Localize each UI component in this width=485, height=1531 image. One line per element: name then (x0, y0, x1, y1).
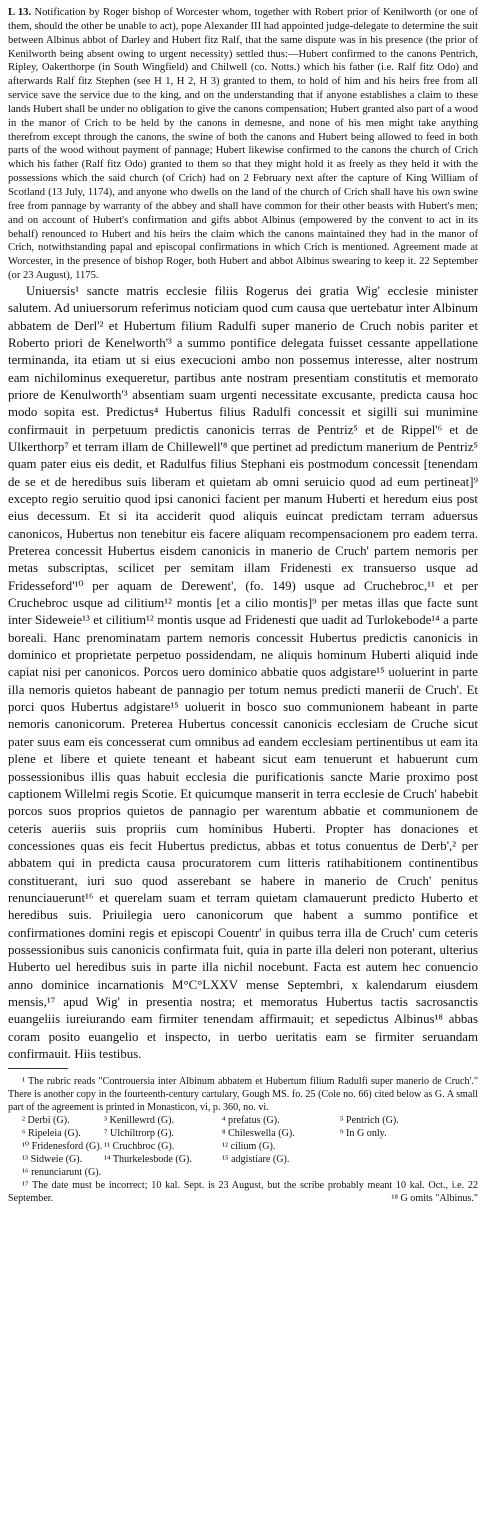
footnote-item: ¹³ Sidweie (G). (22, 1154, 83, 1166)
charter-summary (8, 6, 478, 283)
footnote-item: ³ Kenillewrd (G). (104, 1115, 175, 1127)
latin-text: Uniuersis¹ sancte matris ecclesie filiis Rogerus dei gratia Wig' ecclesie minister salutem. Ad uniuersorum referimus noticiam quod cum causa que uertebatur inter Albinum abbatem de Derl'² et Hubertum filium Radulfi super manerio de Cruch nobis pariter et Roberto priori de Kenelworth'³ a summo pontifice delegata fuisset cessante appellatione terminanda, ita etiam ut si eius execucioni ambo non possemus interesse, alter nostrum eam nichilominus exequeretur, partibus ante nostram presentiam constitutis et memorato priore de Kenulworth'³ absentiam suam urgenti necessitate excusante, predicta causa hoc modo sopita est. Predictus⁴ Hubertus filius Radulfi concessit et sigilli sui munimine confirmauit in perpetuum predictis canonicis terras de Pentriz⁵ et de Rippel'⁶ et de Ulkerthorp⁷ et terram illam de Chillewell'⁸ que pertinet ad predictum manerium de Pentriz⁵ quam pater eius eis dedit, et Radulfus filius Stephani eis postmodum concessit [tenendam de se et de heredibus suis liberam et quietam ab omni seruicio quod ad eum pertineat]⁹ excepto regio seruitio quod ipsi canonici facient per manum Huberti et heredum eius post eius decessum. Et si ita acciderit quod aliquis euincat predictam terram aduersus canonicos, Hubertus non tenebitur eis facere aliquam recompensacionem pro eadem terra. Preterea concessit Hubertus eisdem canonicis in manerio de Cruch' partem nemoris per metas subscriptas, scilicet per semitam illam Fridenesti ex transuerso usque ad Fridesseford'¹⁰ per aquam de Derewent', (fo. 149) usque ad Cruchebroc,¹¹ et per Cruchebroc usque ad cilitium¹² montis [et a cilio montis]⁹ per metas illas que facte sunt inter Sideweie¹³ et cilitium¹² montis usque ad Fridenesti que uadit ad Turlokebode¹⁴ a parte boreali. Hanc prenominatam partem nemoris concessit Hubertus predictis canonicis in dominico et proprietate perpetuo possidendam, ne aliquis hominum Huberti aliquid inde capiat nisi per canonicos. Porcos uero dominico abbatie quos adgistare¹⁵ uoluerint in parte illa nemoris quietos habeant de pannagio per totum nemus predicti manerii de Cruch'. Et porci quos Hubertus adgistare¹⁵ uoluerit in bosco suo communionem habeant in parte nemoris canonicorum. Preterea Hubertus concessit canonicis ecclesiam de Cruche sicut pater suus eam eis concesserat cum omnibus ad eandem ecclesiam pertinentibus ut eam ita plene et libere et quiete teneant et habeant sicut eam tenuerunt et habuerunt cum possessionibus illis quas habuit ecclesia die purificationis sancte Marie proximo post captionem Willelmi regis Scotie. Et quicumque manserit in terra ecclesie de Cruch' habebit porcos suos proprios quietos de pannagio per warentum abbatie et communionem de ceteris aueriis suis propriis cum hominibus Huberti. Propter has donaciones et concessiones quas eis fecit Hubertus predictus, abbas et totus conuentus de Derb',² per abbatem qui in predicta causa procuratorem cum litteris ratihabitionem continentibus constituerant, iuri suo quod asserebant se habere in manerio de Cruch' penitus renunciauerunt¹⁶ et querelam suam et terram quietam clamauerunt predicto Huberto et heredibus suis. Priuilegia uero canonicorum que habent a summo pontifice et confirmationes domini regis et episcopi Couentr' in quibus terra illa de Cruch' cum ceteris possessionibus suis canonicis confirmata fuit, quia in parte illa deleri non poterant, ulterius Huberto uel heredibus suis in parte illa nichil nocebunt. Facta est autem hec conuencio anno dominice incarnationis M°C°LXXV mense Septembri, x kalendarum eiusdem mensis,¹⁷ apud Wig' in presentia nostra; et memoratus Hubertus tactis sacrosanctis euangeliis iureiurando eam firmiter tenendam affirmauit; et sepedictus Albinus¹⁸ abbas coram posito euangelio et inspecto, in uerbo ueritatis eam se firmiter seruandam confirmauit. Hiis testibus. (8, 283, 478, 1061)
footnote-row (8, 1166, 478, 1179)
footnote-item: ⁶ Ripeleia (G). (22, 1128, 81, 1140)
footnote-item: ⁷ Ulchiltrorp (G). (104, 1128, 174, 1140)
footnote-17-text: ¹⁷ The date must be incorrect; 10 kal. Sept. is 23 August, but the scribe probably meant 10 kal. Oct., i.e. 22 September. (8, 1180, 478, 1205)
footnote-divider (8, 1068, 68, 1069)
footnote-item: ¹⁴ Thurkelesbode (G). (104, 1154, 192, 1166)
footnote-row (8, 1153, 478, 1166)
footnote-row (8, 1127, 478, 1140)
footnote-item: ¹⁶ renunciarunt (G). (22, 1167, 102, 1179)
footnote-item: ⁴ prefatus (G). (222, 1115, 280, 1127)
footnote-item: ⁸ Chileswella (G). (222, 1128, 295, 1140)
footnote-item: ¹¹ Cruchbroc (G). (104, 1141, 175, 1153)
footnote-17 (8, 1179, 478, 1205)
charter-label: L 13. (8, 7, 32, 18)
footnote-18: ¹⁸ G omits "Albinus." (391, 1193, 478, 1205)
footnote-1: ¹ The rubric reads "Controuersia inter Albinum abbatem et Hubertum filium Radulfi super manerio de Cruch'." There is another copy in the fourteenth-century cartulary, Gough MS. fo. 25 (Cole no. 66) cited below as G. A small part of the agreement is printed in Monasticon, vi, p. 360, no. vi. (8, 1076, 478, 1114)
footnote-item: ⁵ Pentrich (G). (340, 1115, 399, 1127)
footnote-item: ² Derbi (G). (22, 1115, 70, 1127)
summary-text: Notification by Roger bishop of Worcester whom, together with Robert prior of Kenilworth (or one of them, should the other be unable to act), pope Alexander III had appointed judge-delegate to determine the suit between Albinus abbot of Darley and Hubert fitz Ralf, that the same dispute was in his presence (the prior of Kenilworth being absent owing to urgent necessity) settled thus:—Hubert confirmed to the canons Pentrich, Ripley, Oakerthorpe (in South Wingfield) and Chilwell (co. Notts.) which his father (i.e. Ralf fitz Odo) and afterwards Ralf fitz Stephen (see H 1, H 2, H 3) granted to them, to hold of him and his heirs free from all service save the service due to the king, and on the understanding that if anyone establishes a claim to these lands Hubert shall be under no obligation to give the canons compensation; Hubert granted also part of a wood in the manor of Crich to be held by the canons in demesne, and none of his men might take anything therefrom except through the canons, the swine of both the canons and Hubert being allowed to feed in both parts of the wood without payment of pannage; Hubert likewise confirmed to the canons the church of Crich which his father (Ralf fitz Odo) granted to them so that they might hold it as freely as they held it with the possessions which the said church (of Crich) had on 2 February next after the capture of King William of Scotland (13 July, 1174), and anyone who dwells on the land of the church of Crich shall have his own swine free from pannage by warranty of the abbey and shall have common for their other beasts with Hubert's men; and on account of Hubert's confirmation and gifts abbot Albinus (empowered by the convent to act in its behalf) renounced to Hubert and his heirs the claim which the canons maintained they had in the manor of Crich, notwithstanding papal and episcopal confirmations in which Crich is mentioned. Agreement made at Worcester, in the presence of bishop Roger, both Hubert and abbot Albinus swearing to keep it. 22 September (or 23 August), 1175. (8, 7, 478, 282)
footnote-item: ¹² cilium (G). (222, 1141, 276, 1153)
footnotes (8, 1075, 478, 1205)
footnote-item: ¹⁰ Fridenesford (G). (22, 1141, 103, 1153)
footnote-row (8, 1140, 478, 1153)
footnote-item: ¹⁵ adgistiare (G). (222, 1154, 290, 1166)
footnote-item: ⁹ In G only. (340, 1128, 387, 1140)
footnote-row (8, 1114, 478, 1127)
